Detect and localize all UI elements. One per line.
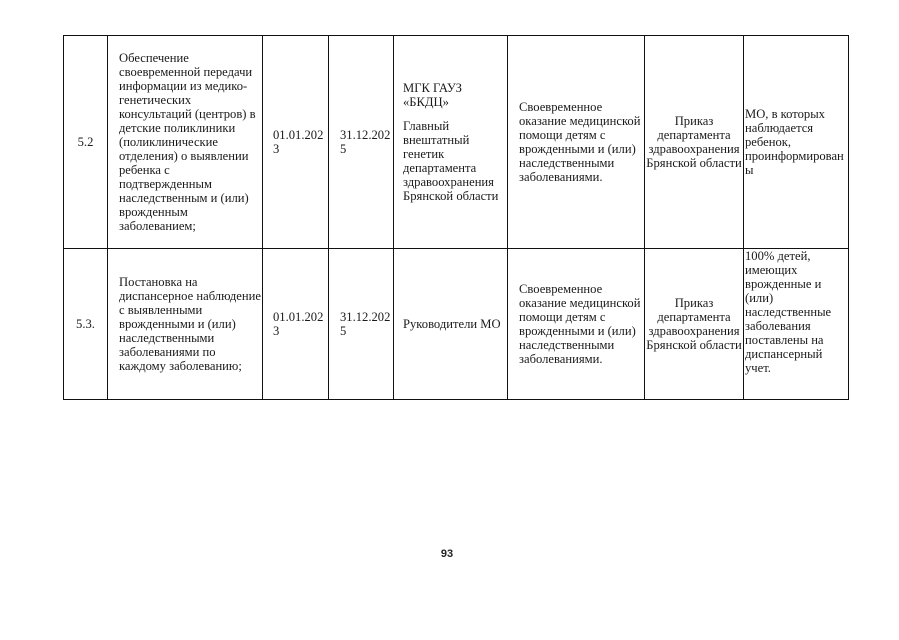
result-indicator <box>744 36 849 249</box>
result-indicator-text: МО, в которых наблюдается ребенок, проинформирован ы <box>745 107 844 177</box>
expected-result-text: Своевременное оказание медицинской помощи детям с врожденными и (или) наследственными заболеваниями. <box>519 282 641 366</box>
end-date-text: 31.12.202 5 <box>340 128 391 156</box>
document-type <box>645 36 744 249</box>
row-number <box>64 249 108 400</box>
document-type <box>645 249 744 400</box>
document-type-text: Приказ департамента здравоохранения Брянской области <box>646 296 742 352</box>
result-indicator <box>744 249 849 400</box>
end-date <box>329 249 394 400</box>
responsible-person: Руководители МО <box>403 317 501 331</box>
start-date <box>263 249 329 400</box>
page-number: 93 <box>440 548 454 560</box>
start-date-text: 01.01.202 3 <box>273 310 324 338</box>
end-date <box>329 36 394 249</box>
measure-description-text: Постановка на диспансерное наблюдение с выявленными врожденными и (или) наследственными заболеваниями по каждому заболеванию; <box>119 275 261 373</box>
start-date-text: 01.01.202 3 <box>273 128 324 156</box>
end-date-text: 31.12.202 5 <box>340 310 391 338</box>
measure-description <box>108 249 263 400</box>
start-date <box>263 36 329 249</box>
responsible-person: Главный внештатный генетик департамента здравоохранения Брянской области <box>403 119 499 203</box>
responsible-executor <box>394 36 508 249</box>
row-number-text: 5.3. <box>76 317 95 331</box>
expected-result <box>508 249 645 400</box>
expected-result-text: Своевременное оказание медицинской помощи детям с врожденными и (или) наследственными заболеваниями. <box>519 100 641 184</box>
row-number-text: 5.2 <box>77 135 94 149</box>
expected-result <box>508 36 645 249</box>
measure-description <box>108 36 263 249</box>
responsible-organization: МГК ГАУЗ «БКДЦ» <box>403 81 462 109</box>
measures-table <box>63 35 849 400</box>
responsible-executor <box>394 249 508 400</box>
document-type-text: Приказ департамента здравоохранения Брянской области <box>646 114 742 170</box>
measure-description-text: Обеспечение своевременной передачи информации из медико- генетических консультаций (центров) в детские поликлиники (поликлинические отделения) о выявлении ребенка с подтвержденным наследственным и (или) врожденным заболеванием; <box>119 51 256 233</box>
row-number <box>64 36 108 249</box>
result-indicator-text: 100% детей, имеющих врожденные и (или) наследственные заболевания поставлены на диспансерный учет. <box>745 249 832 375</box>
table-row <box>64 249 849 400</box>
table-row <box>64 36 849 249</box>
